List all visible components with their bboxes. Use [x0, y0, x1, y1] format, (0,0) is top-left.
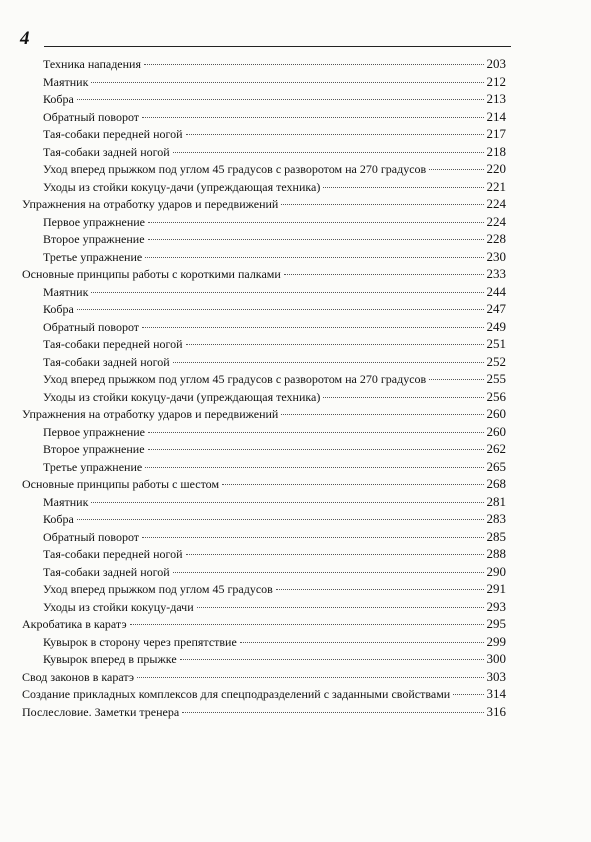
- toc-entry-title: Тая-собаки задней ногой: [43, 564, 170, 579]
- toc-entry: [22, 335, 506, 353]
- toc-dot-leader: [173, 572, 484, 573]
- toc-entry: [22, 423, 506, 441]
- toc-entry: [22, 300, 506, 318]
- toc-entry-page: 316: [486, 703, 506, 719]
- toc-entry: [22, 178, 506, 196]
- toc-dot-leader: [186, 344, 484, 345]
- toc-entry-title: Упражнения на отработку ударов и передвижений: [22, 407, 279, 421]
- toc-entry: [22, 685, 506, 703]
- toc-entry: [22, 388, 506, 406]
- toc-entry: [22, 703, 506, 721]
- toc-dot-leader: [91, 82, 483, 83]
- toc-entry-title: Кувырок вперед в прыжке: [43, 652, 177, 666]
- toc-entry: [22, 353, 506, 371]
- toc-entry-title: Второе упражнение: [43, 442, 145, 456]
- toc-entry: [22, 405, 506, 423]
- toc-dot-leader: [142, 117, 483, 118]
- toc-entry-title: Маятник: [43, 494, 89, 509]
- toc-dot-leader: [142, 537, 483, 538]
- toc-entry: [22, 528, 506, 546]
- toc-entry-page: 290: [486, 563, 506, 579]
- toc-entry-title: Тая-собаки передней ногой: [43, 127, 183, 141]
- toc-dot-leader: [323, 397, 483, 398]
- toc-entry-title: Техника нападения: [43, 57, 141, 71]
- toc-dot-leader: [240, 642, 484, 643]
- toc-entry-page: 260: [486, 423, 506, 439]
- toc-entry-title: Тая-собаки задней ногой: [43, 354, 170, 369]
- toc-entry-title: Акробатика в каратэ: [22, 617, 127, 631]
- toc-entry-page: 218: [486, 143, 506, 159]
- toc-entry-page: 303: [486, 668, 506, 684]
- toc-dot-leader: [186, 554, 484, 555]
- toc-dot-leader: [148, 432, 483, 433]
- toc-entry-page: 212: [486, 73, 506, 89]
- toc-dot-leader: [429, 379, 483, 380]
- toc-entry-page: 214: [486, 108, 506, 124]
- toc-entry-page: 251: [486, 336, 506, 351]
- toc-entry-page: 291: [486, 581, 506, 596]
- toc-entry-page: 262: [486, 441, 506, 456]
- toc-entry: [22, 545, 506, 563]
- toc-entry-page: 285: [486, 528, 506, 544]
- toc-dot-leader: [144, 64, 484, 65]
- toc-entry-page: 314: [486, 686, 506, 701]
- toc-entry-title: Уходы из стойки кокуцу-дачи: [43, 599, 194, 614]
- toc-entry: [22, 615, 506, 633]
- toc-dot-leader: [77, 99, 484, 100]
- toc-entry-title: Обратный поворот: [43, 529, 140, 544]
- toc-entry: [22, 493, 506, 511]
- toc-dot-leader: [137, 677, 483, 678]
- toc-entry: [22, 440, 506, 458]
- toc-entry-title: Тая-собаки передней ногой: [43, 337, 183, 351]
- toc-dot-leader: [77, 519, 484, 520]
- toc-entry: [22, 370, 506, 388]
- toc-entry: [22, 195, 506, 213]
- toc-entry: [22, 213, 506, 231]
- toc-entry-page: 224: [486, 196, 506, 211]
- toc-dot-leader: [182, 712, 483, 713]
- toc-dot-leader: [173, 362, 484, 363]
- table-of-contents: [22, 55, 506, 720]
- toc-entry-page: 288: [486, 546, 506, 561]
- toc-entry: [22, 650, 506, 668]
- toc-entry-title: Обратный поворот: [43, 109, 140, 124]
- toc-entry: [22, 55, 506, 73]
- toc-dot-leader: [148, 222, 483, 223]
- toc-entry: [22, 598, 506, 616]
- toc-dot-leader: [142, 327, 483, 328]
- toc-dot-leader: [148, 449, 484, 450]
- toc-entry-title: Уход вперед прыжком под углом 45 градусов: [43, 582, 273, 596]
- toc-dot-leader: [77, 309, 484, 310]
- toc-entry-page: 256: [486, 388, 506, 404]
- toc-dot-leader: [276, 589, 484, 590]
- toc-entry: [22, 510, 506, 528]
- toc-dot-leader: [91, 292, 483, 293]
- page-number: 4: [20, 28, 30, 49]
- toc-entry-page: 268: [486, 476, 506, 491]
- toc-entry-page: 247: [486, 301, 506, 316]
- toc-entry: [22, 475, 506, 493]
- toc-entry-page: 203: [486, 56, 506, 71]
- toc-entry-page: 300: [486, 651, 506, 666]
- toc-entry-title: Основные принципы работы с шестом: [22, 477, 220, 491]
- toc-entry-title: Свод законов в каратэ: [22, 669, 135, 684]
- toc-entry-page: 260: [486, 406, 506, 421]
- toc-entry-title: Создание прикладных комплексов для спецподразделений с заданными свойствами: [22, 687, 451, 701]
- toc-entry: [22, 143, 506, 161]
- toc-entry-page: 283: [486, 511, 506, 526]
- toc-dot-leader: [453, 694, 483, 695]
- toc-entry-title: Второе упражнение: [43, 232, 145, 246]
- toc-entry: [22, 90, 506, 108]
- toc-dot-leader: [145, 257, 483, 258]
- toc-entry: [22, 580, 506, 598]
- toc-entry-title: Маятник: [43, 74, 89, 89]
- toc-entry-title: Третье упражнение: [43, 459, 143, 474]
- toc-entry: [22, 265, 506, 283]
- toc-entry: [22, 283, 506, 301]
- toc-entry-title: Уходы из стойки кокуцу-дачи (упреждающая техника): [43, 389, 321, 404]
- toc-dot-leader: [145, 467, 483, 468]
- toc-entry-title: Уходы из стойки кокуцу-дачи (упреждающая техника): [43, 179, 321, 194]
- toc-dot-leader: [281, 204, 483, 205]
- toc-entry-title: Кобра: [43, 92, 74, 106]
- toc-entry-page: 249: [486, 318, 506, 334]
- toc-entry-page: 255: [486, 371, 506, 386]
- toc-entry-title: Третье упражнение: [43, 249, 143, 264]
- toc-entry-title: Маятник: [43, 284, 89, 299]
- toc-entry-page: 299: [486, 633, 506, 649]
- toc-entry-page: 221: [486, 178, 506, 194]
- toc-entry-title: Тая-собаки передней ногой: [43, 547, 183, 561]
- toc-dot-leader: [323, 187, 483, 188]
- toc-dot-leader: [186, 134, 484, 135]
- toc-dot-leader: [197, 607, 484, 608]
- toc-entry-page: 293: [486, 598, 506, 614]
- toc-entry: [22, 125, 506, 143]
- toc-entry-title: Уход вперед прыжком под углом 45 градусов с разворотом на 270 градусов: [43, 162, 427, 176]
- toc-entry-title: Кувырок в сторону через препятствие: [43, 634, 237, 649]
- toc-dot-leader: [91, 502, 483, 503]
- toc-entry-title: Кобра: [43, 512, 74, 526]
- toc-dot-leader: [173, 152, 484, 153]
- toc-entry: [22, 230, 506, 248]
- toc-entry-page: 230: [486, 248, 506, 264]
- toc-entry-page: 220: [486, 161, 506, 176]
- toc-entry-title: Основные принципы работы с короткими палками: [22, 267, 281, 281]
- toc-dot-leader: [281, 414, 483, 415]
- toc-entry: [22, 668, 506, 686]
- toc-entry-page: 244: [486, 283, 506, 299]
- toc-dot-leader: [222, 484, 483, 485]
- toc-entry: [22, 73, 506, 91]
- toc-entry-title: Уход вперед прыжком под углом 45 градусов с разворотом на 270 градусов: [43, 372, 427, 386]
- toc-entry-title: Кобра: [43, 302, 74, 316]
- toc-entry-title: Упражнения на отработку ударов и передвижений: [22, 197, 279, 211]
- toc-entry: [22, 458, 506, 476]
- toc-entry: [22, 318, 506, 336]
- toc-dot-leader: [180, 659, 484, 660]
- toc-entry-title: Обратный поворот: [43, 319, 140, 334]
- toc-dot-leader: [130, 624, 484, 625]
- toc-entry-title: Первое упражнение: [43, 214, 146, 229]
- toc-dot-leader: [429, 169, 483, 170]
- toc-entry-page: 228: [486, 231, 506, 246]
- toc-entry-page: 265: [486, 458, 506, 474]
- toc-entry-title: Послесловие. Заметки тренера: [22, 704, 180, 719]
- toc-entry-title: Тая-собаки задней ногой: [43, 144, 170, 159]
- toc-entry: [22, 633, 506, 651]
- toc-entry-page: 224: [486, 213, 506, 229]
- toc-entry-page: 213: [486, 91, 506, 106]
- toc-dot-leader: [284, 274, 484, 275]
- toc-entry-page: 281: [486, 493, 506, 509]
- toc-dot-leader: [148, 239, 484, 240]
- toc-entry-title: Первое упражнение: [43, 424, 146, 439]
- toc-entry: [22, 160, 506, 178]
- toc-entry-page: 217: [486, 126, 506, 141]
- header-rule: [44, 46, 511, 47]
- toc-entry: [22, 563, 506, 581]
- toc-entry-page: 295: [486, 616, 506, 631]
- toc-entry: [22, 108, 506, 126]
- toc-entry-page: 252: [486, 353, 506, 369]
- toc-entry: [22, 248, 506, 266]
- toc-entry-page: 233: [486, 266, 506, 281]
